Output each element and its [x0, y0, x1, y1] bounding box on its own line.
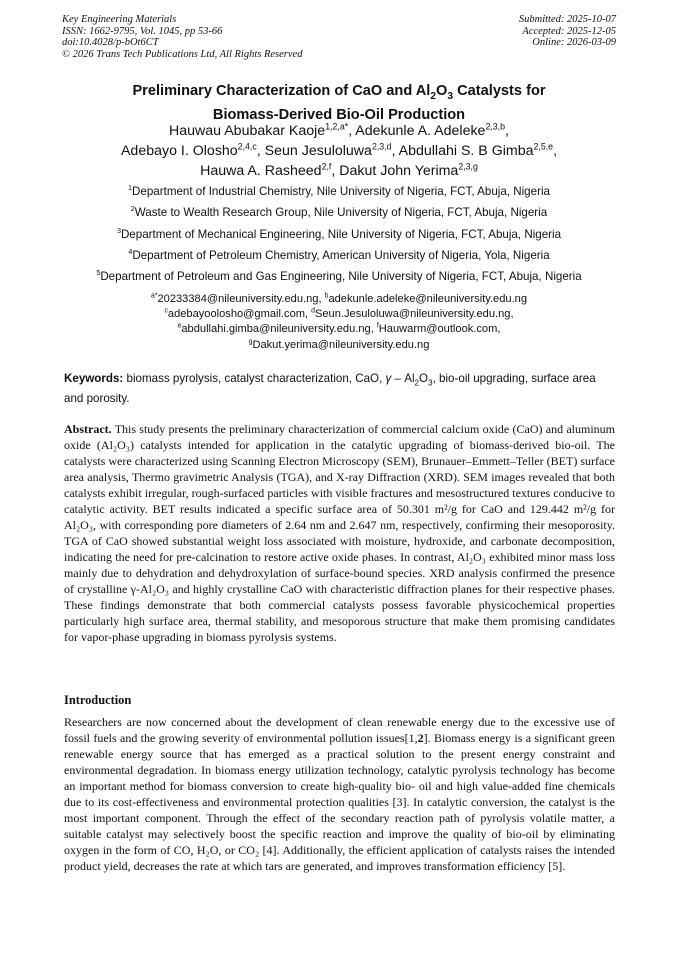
email-line-2: $^c$adebayoolosho@gmail.com, $^d$Seun.Jesuloluwa@nileuniversity.edu.ng, [164, 307, 514, 321]
email-link[interactable]: adebayoolosho@gmail.com [167, 308, 305, 321]
author-name: Adekunle A. Adeleke [355, 123, 486, 139]
author-line-2: Adebayo I. Olosho$^{2,4,c}$, Seun Jesuloluwa$^{2,3,d}$, Abdullahi S. B Gimba$^{2,5,e}$, [120, 141, 558, 159]
submission-dates [519, 14, 616, 49]
title-line-2: Biomass-Derived Bio-Oil Production [212, 106, 466, 123]
online-date: Online: 2026-03-09 [532, 37, 616, 49]
affiliation: $^4$Department of Petroleum Chemistry, American University of Nigeria, Yola, Nigeria [128, 247, 550, 262]
email-link[interactable]: Seun.Jesuloluwa@nileuniversity.edu.ng [314, 308, 511, 321]
affiliation: $^5$Department of Petroleum and Gas Engineering, Nile University of Nigeria, FCT, Abuja, Nigeria [96, 268, 582, 284]
email-link[interactable]: 20233384@nileuniversity.edu.ng [157, 293, 319, 305]
title-line-1: Preliminary Characterization of CaO and $Al_2O_3$ Catalysts for [132, 83, 546, 102]
author-name: Abdullahi S. B Gimba [398, 143, 534, 159]
author-name: Hauwau Abubakar Kaoje [169, 123, 326, 139]
abstract-text: This study presents the preliminary characterization of commercial calcium oxide (CaO) and aluminum oxide (Al₂O₃) catalysts intended for application in the catalytic upgrading of biomass-derived bio-oil. The catalysts were characterized using Scanning Electron Microscopy (SEM), Brunauer–Emmett–Teller (BET) surface area analysis, Thermo gravimetric Analysis (TGA), and X-ray Diffraction (XRD). SEM images revealed that both catalysts exhibit irregular, rough-surfaced particles with visible fractures and mesostructured textures conducive to catalytic activity. BET results indicated a specific surface area of 50.301 m²/g for CaO and 129.442 m²/g for Al₂O₃, with corresponding pore diameters of 2.64 nm and 2.647 nm, respectively, confirming their mesoporosity. TGA of CaO showed substantial weight loss associated with moisture, hydroxide, and carbonate decomposition, indicating the need for pre-calcination to restore active oxide phases. In contrast, Al₂O₃ exhibited minor mass loss mainly due to dehydration and dehydroxylation of surface-bound species. XRD analysis confirmed the presence of crystalline γ-Al₂O₃ and highly crystalline CaO with characteristic diffraction planes for their respective phases. These findings demonstrate that both commercial catalysts possess favorable physicochemical properties particularly high surface area, thermal stability, and mesoporous structure that make them promising candidates for vapor-phase upgrading in biomass pyrolysis systems. [64, 422, 615, 644]
author-name: Hauwa A. Rasheed [200, 163, 322, 179]
author-name: Adebayo I. Olosho [120, 143, 238, 159]
doi[interactable]: doi:10.4028/p-bOt6CT [62, 37, 159, 49]
introduction-heading: Introduction [64, 693, 132, 707]
copyright: © 2026 Trans Tech Publications Ltd, All Rights Reserved [62, 48, 303, 60]
submitted-date: Submitted: 2025-10-07 [518, 14, 616, 25]
email-line-4: $^g$Dakut.yerima@nileuniversity.edu.ng [248, 337, 430, 351]
affiliation: $^3$Department of Mechanical Engineering, Nile University of Nigeria, FCT, Abuja, Nigeria [116, 225, 562, 241]
issn-volume: ISSN: 1662-9795, Vol. 1045, pp 53-66 [62, 25, 223, 37]
keywords: Keywords: biomass pyrolysis, catalyst characterization, CaO, γ – $Al_2O_3$, bio-oil upgrading, surface area and porosity. [64, 372, 596, 405]
journal-info [62, 14, 302, 60]
email-link[interactable]: adekunle.adeleke@nileuniversity.edu.ng [328, 293, 527, 305]
email-line-1: $^{a*}$20233384@nileuniversity.edu.ng, $^b$adekunle.adeleke@nileuniversity.edu.ng [151, 292, 527, 305]
keywords-label: Keywords: [64, 372, 124, 385]
abstract [64, 421, 615, 645]
affiliations [40, 185, 638, 291]
affiliation: $^1$Department of Industrial Chemistry, Nile University of Nigeria, FCT, Abuja, Nigeria [128, 183, 550, 198]
author-emails [40, 292, 638, 353]
paper-title [60, 82, 618, 124]
email-link[interactable]: Hauwarm@outlook.com [378, 323, 498, 336]
author-line-3: Hauwa A. Rasheed$^{2,f}$, Dakut John Yerima$^{2,3,g}$ [200, 161, 478, 179]
journal-name: Key Engineering Materials [62, 14, 177, 25]
email-link[interactable]: abdullahi.gimba@nileuniversity.edu.ng [181, 323, 371, 336]
affiliation: $^2$Waste to Wealth Research Group, Nile University of Nigeria, FCT, Abuja, Nigeria [130, 204, 548, 220]
abstract-label: Abstract. [64, 422, 112, 436]
accepted-date: Accepted: 2025-12-05 [522, 25, 616, 37]
introduction-text: Researchers are now concerned about the development of clean renewable energy due to the excessive use of fossil fuels and the growing severity of environmental pollution issues[1,2]. Biomass energy is a significant green renewable energy source that has emerged as a practical solution to the present energy constraint and environmental degradation. In biomass energy utilization technology, catalytic pyrolysis technology has become an important method for biomass conversion to create high-quality bio- oil and high value-added fine chemicals due to its cost-effectiveness and environmental protection qualities [3]. In catalytic conversion, the catalyst is the most important component. Through the effect of the secondary reaction path of pyrolysis volatile matter, a suitable catalyst may selectively boost the specific reaction and improve the quality of bio-oil by eliminating oxygen in the form of CO, H₂O, or CO₂ [4]. Additionally, the efficient application of catalysts raises the intended product yield, decreases the rate at which tars are generated, and improves transformation efficiency [5]. [64, 715, 616, 873]
author-name: Dakut John Yerima [339, 163, 459, 179]
email-line-3: $^e$abdullahi.gimba@nileuniversity.edu.ng, $^f$Hauwarm@outlook.com, [177, 322, 501, 336]
author-name: Seun Jesuloluwa [264, 143, 372, 159]
email-link[interactable]: Dakut.yerima@nileuniversity.edu.ng [252, 338, 430, 351]
author-line-1: Hauwau Abubakar Kaoje$^{1,2,a*}$, Adekunle A. Adeleke$^{2,3,b}$, [169, 121, 509, 139]
author-list [50, 121, 628, 181]
